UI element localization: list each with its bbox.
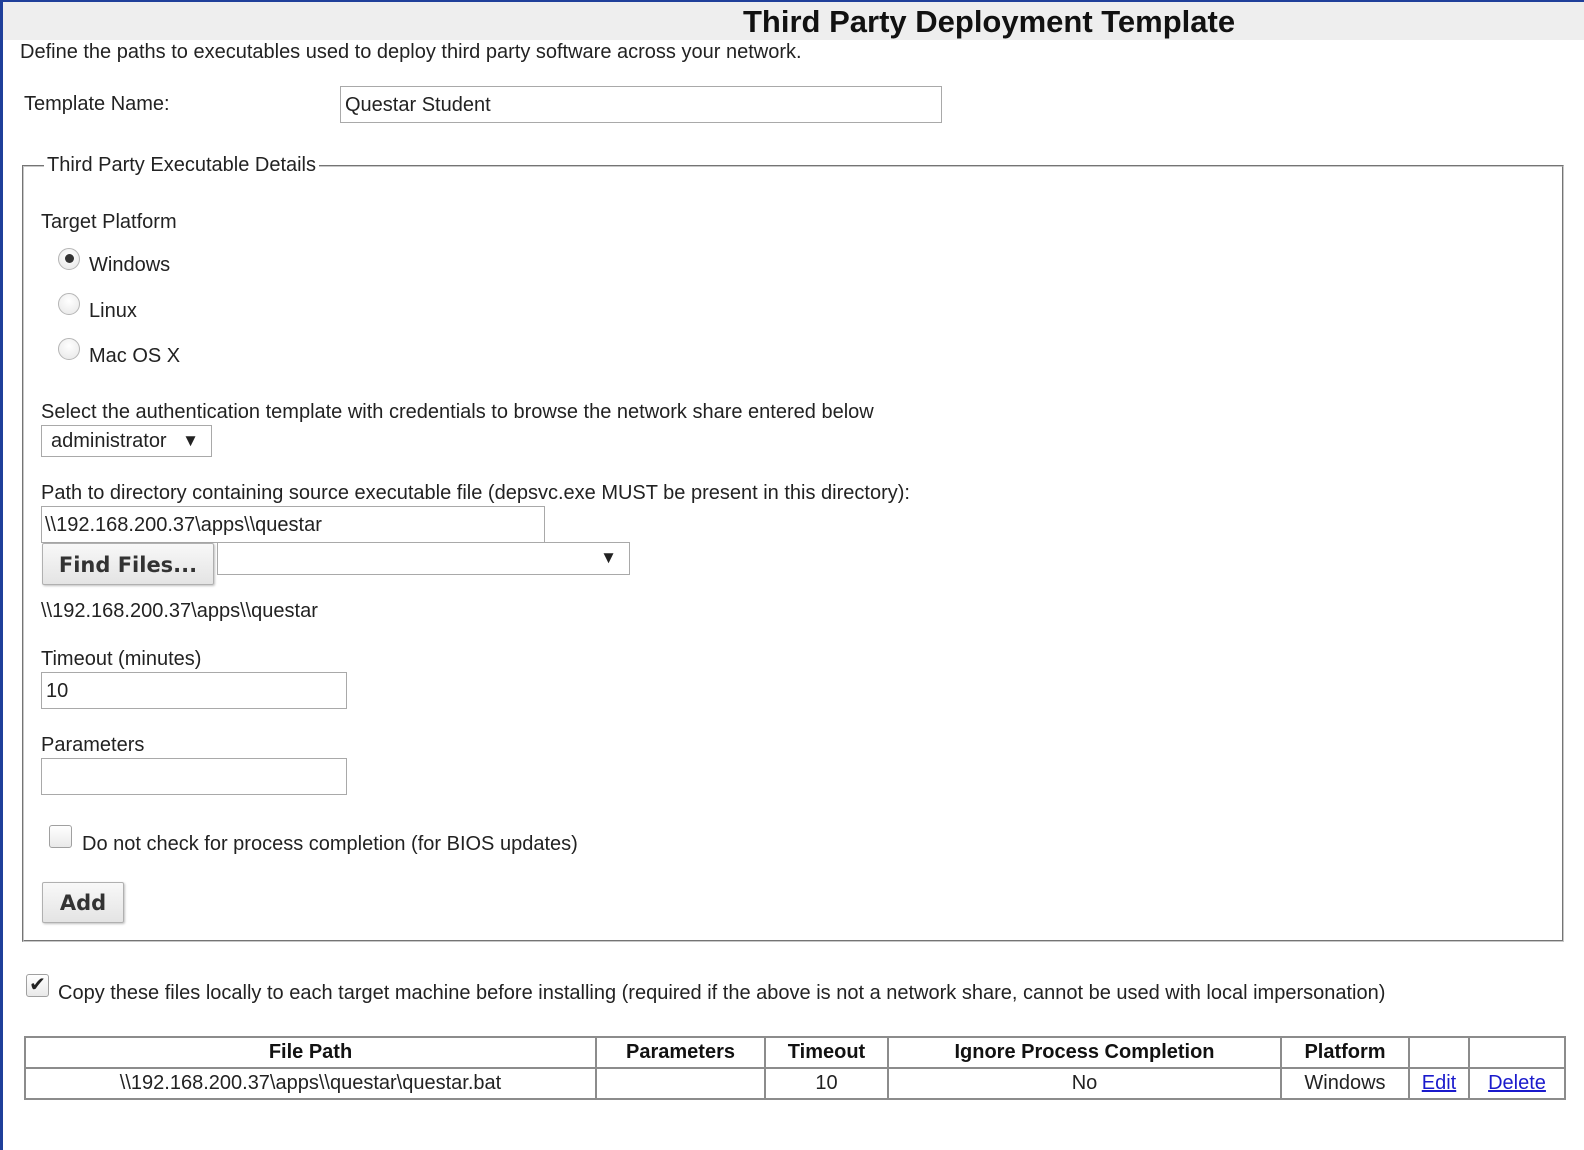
checkmark-icon: ✔ — [29, 974, 46, 996]
page-title: Third Party Deployment Template — [743, 4, 1236, 39]
cell-platform: Windows — [1281, 1068, 1409, 1099]
title-bar — [3, 2, 1584, 40]
column-header-timeout: Timeout — [765, 1037, 888, 1068]
column-header-ignore-completion: Ignore Process Completion — [888, 1037, 1281, 1068]
template-name-label: Template Name: — [24, 93, 170, 115]
add-button[interactable]: Add — [42, 882, 124, 923]
cell-file-path: \\192.168.200.37\apps\\questar\questar.bat — [25, 1068, 596, 1099]
platform-linux-radio[interactable] — [58, 293, 80, 315]
cell-ignore-completion: No — [888, 1068, 1281, 1099]
no-process-check-label: Do not check for process completion (for BIOS updates) — [82, 833, 578, 855]
file-select[interactable] — [217, 542, 630, 575]
column-header-file-path: File Path — [25, 1037, 596, 1068]
copy-locally-checkbox[interactable] — [26, 974, 49, 997]
column-header-delete — [1469, 1037, 1565, 1068]
copy-locally-label: Copy these files locally to each target machine before installing (required if the above is not a network share, cannot be used with local impersonation) — [58, 982, 1386, 1004]
chevron-down-icon: ▼ — [600, 548, 617, 567]
platform-linux-label: Linux — [89, 300, 137, 322]
auth-template-select[interactable] — [41, 425, 212, 457]
table-row — [25, 1068, 1565, 1099]
delete-link[interactable]: Delete — [1488, 1072, 1546, 1094]
files-table — [24, 1036, 1566, 1100]
column-header-parameters: Parameters — [596, 1037, 765, 1068]
parameters-input[interactable] — [41, 758, 347, 795]
find-files-button[interactable]: Find Files... — [42, 543, 214, 585]
platform-windows-radio[interactable] — [58, 248, 80, 270]
column-header-platform: Platform — [1281, 1037, 1409, 1068]
resolved-path-text: \\192.168.200.37\apps\\questar — [41, 600, 318, 622]
page-description: Define the paths to executables used to deploy third party software across your network. — [20, 41, 802, 63]
timeout-input[interactable]: 10 — [41, 672, 347, 709]
timeout-label: Timeout (minutes) — [41, 648, 202, 670]
parameters-label: Parameters — [41, 734, 145, 756]
platform-macos-radio[interactable] — [58, 338, 80, 360]
column-header-edit — [1409, 1037, 1469, 1068]
chevron-down-icon: ▼ — [182, 431, 199, 450]
table-header-row — [25, 1037, 1565, 1068]
platform-windows-label: Windows — [89, 254, 171, 276]
auth-template-label: Select the authentication template with credentials to browse the network share entered below — [41, 401, 874, 423]
cell-timeout: 10 — [765, 1068, 888, 1099]
cell-edit — [1409, 1068, 1469, 1099]
source-path-input[interactable]: \\192.168.200.37\apps\\questar — [41, 506, 545, 543]
no-process-check-checkbox[interactable] — [49, 825, 72, 848]
platform-macos-label: Mac OS X — [89, 345, 181, 367]
executable-details-legend: Third Party Executable Details — [47, 154, 317, 176]
template-name-input[interactable]: Questar Student — [340, 86, 942, 123]
edit-link[interactable]: Edit — [1421, 1072, 1457, 1094]
cell-delete — [1469, 1068, 1565, 1099]
source-path-label: Path to directory containing source executable file (depsvc.exe MUST be present in this directory): — [41, 482, 910, 504]
window-frame-left — [0, 0, 3, 1150]
target-platform-label: Target Platform — [41, 211, 177, 233]
cell-parameters — [596, 1068, 765, 1099]
radio-selected-dot — [65, 254, 74, 263]
auth-template-value: administrator — [51, 430, 167, 452]
